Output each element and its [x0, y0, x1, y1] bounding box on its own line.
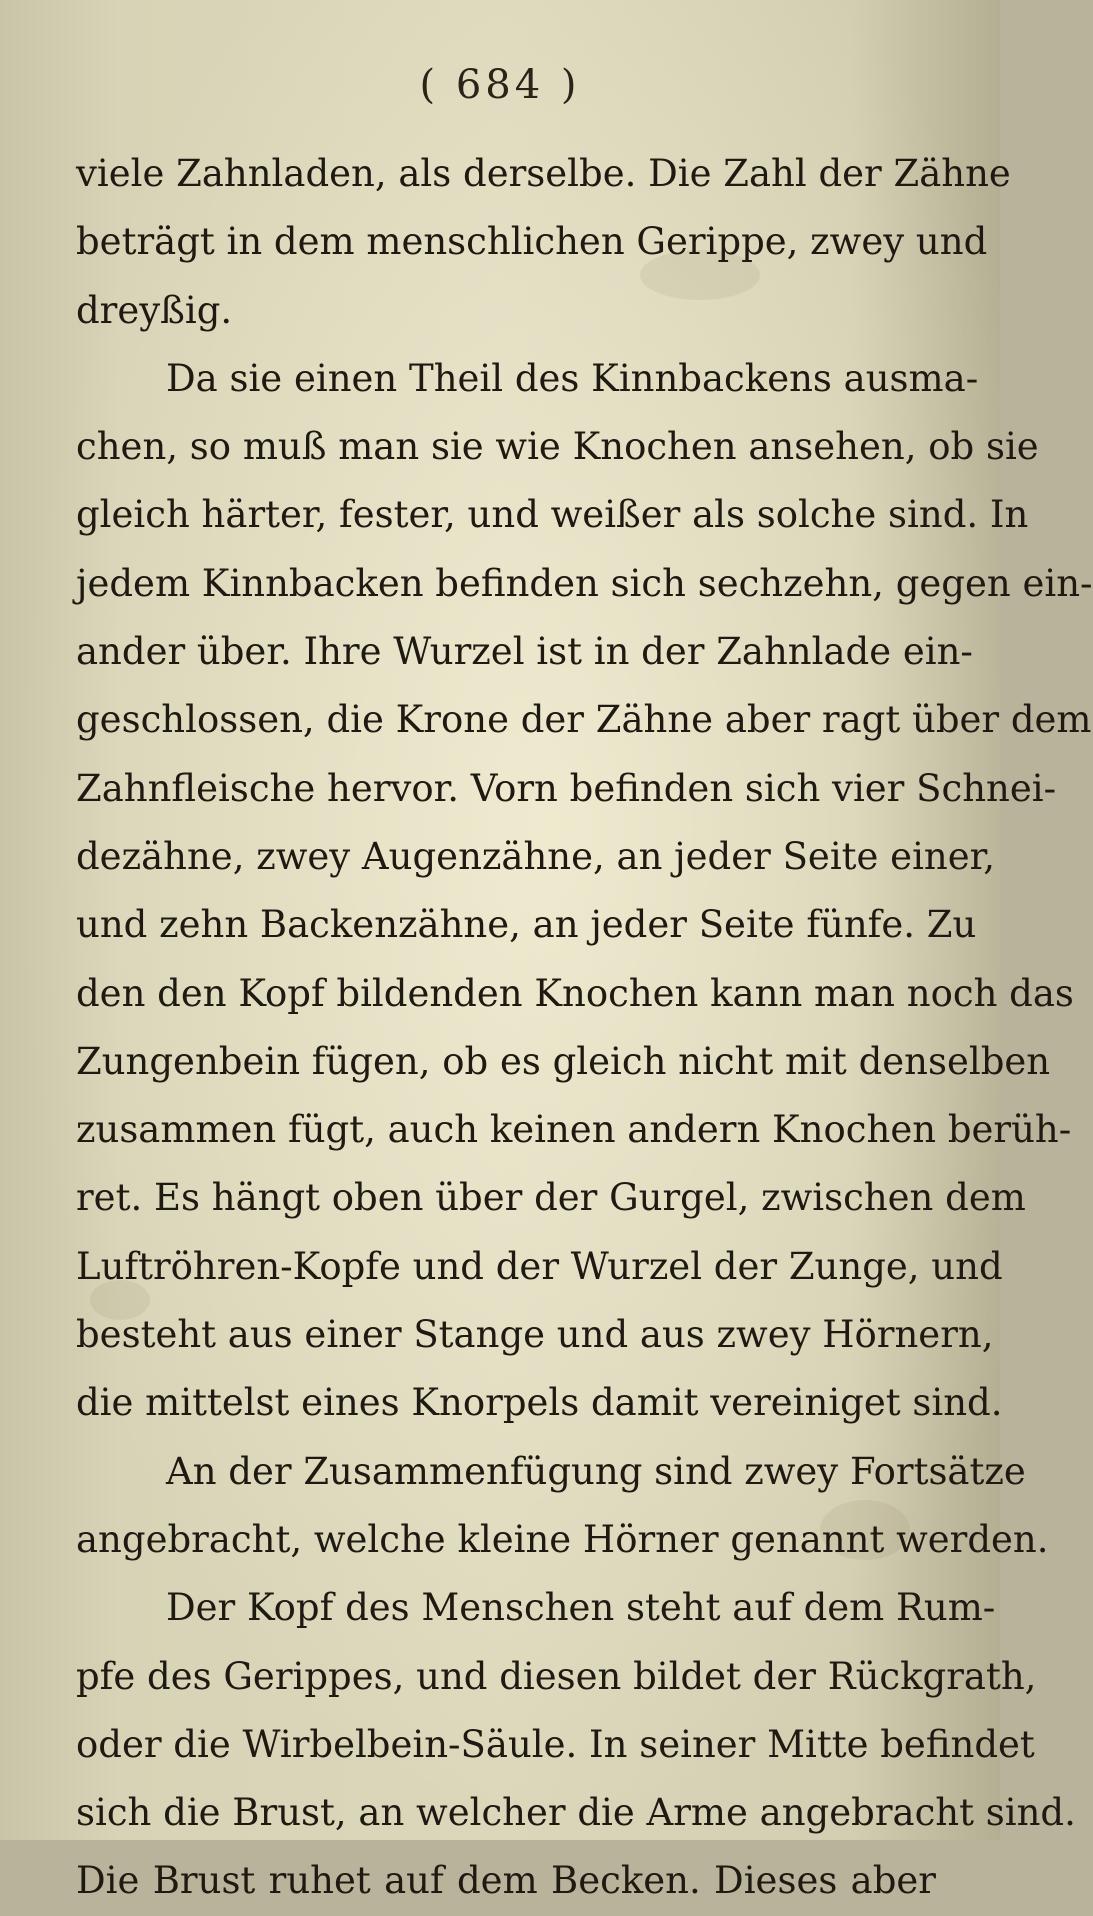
- text-line: angebracht, welche kleine Hörner genannt werden.: [76, 1517, 1049, 1561]
- text-line: die mittelst eines Knorpels damit vereiniget sind.: [76, 1381, 1003, 1425]
- page-number: ( 684 ): [419, 62, 581, 108]
- body-text: [76, 140, 1093, 1916]
- text-line: besteht aus einer Stange und aus zwey Hörnern,: [76, 1313, 994, 1357]
- text-line: ander über. Ihre Wurzel ist in der Zahnlade ein-: [76, 630, 973, 674]
- text-line: chen, so muß man sie wie Knochen ansehen, ob sie: [76, 425, 1039, 469]
- text-line: jedem Kinnbacken befinden sich sechzehn, gegen ein-: [76, 561, 1093, 605]
- text-line: sich die Brust, an welcher die Arme angebracht sind.: [76, 1791, 1076, 1835]
- text-line: dezähne, zwey Augenzähne, an jeder Seite einer,: [76, 834, 996, 878]
- text-line: ret. Es hängt oben über der Gurgel, zwischen dem: [76, 1176, 1026, 1220]
- text-line: gleich härter, fester, und weißer als solche sind. In: [76, 493, 1029, 537]
- text-line: dreyßig.: [76, 288, 233, 332]
- text-line: und zehn Backenzähne, an jeder Seite fünfe. Zu: [76, 903, 977, 947]
- text-line: pfe des Gerippes, und diesen bildet der Rückgrath,: [76, 1654, 1037, 1698]
- text-line: Luftröhren-Kopfe und der Wurzel der Zunge, und: [76, 1244, 1003, 1288]
- text-line: Zahnfleische hervor. Vorn befinden sich vier Schnei-: [76, 766, 1057, 810]
- text-line: Die Brust ruhet auf dem Becken. Dieses aber: [76, 1859, 936, 1903]
- text-line: Da sie einen Theil des Kinnbackens ausma-: [166, 356, 979, 400]
- text-line: Zungenbein fügen, ob es gleich nicht mit denselben: [76, 1039, 1051, 1083]
- text-line: An der Zusammenfügung sind zwey Fortsätze: [166, 1449, 1026, 1493]
- text-line: zusammen fügt, auch keinen andern Knochen berüh-: [76, 1108, 1072, 1152]
- text-line: oder die Wirbelbein-Säule. In seiner Mitte befindet: [76, 1722, 1035, 1766]
- text-line: beträgt in dem menschlichen Gerippe, zwey und: [76, 220, 988, 264]
- text-line: geschlossen, die Krone der Zähne aber ragt über dem: [76, 698, 1092, 742]
- text-line: viele Zahnladen, als derselbe. Die Zahl der Zähne: [76, 152, 1011, 195]
- text-line: den den Kopf bildenden Knochen kann man noch das: [76, 971, 1074, 1015]
- text-line: Der Kopf des Menschen steht auf dem Rum-: [166, 1586, 996, 1630]
